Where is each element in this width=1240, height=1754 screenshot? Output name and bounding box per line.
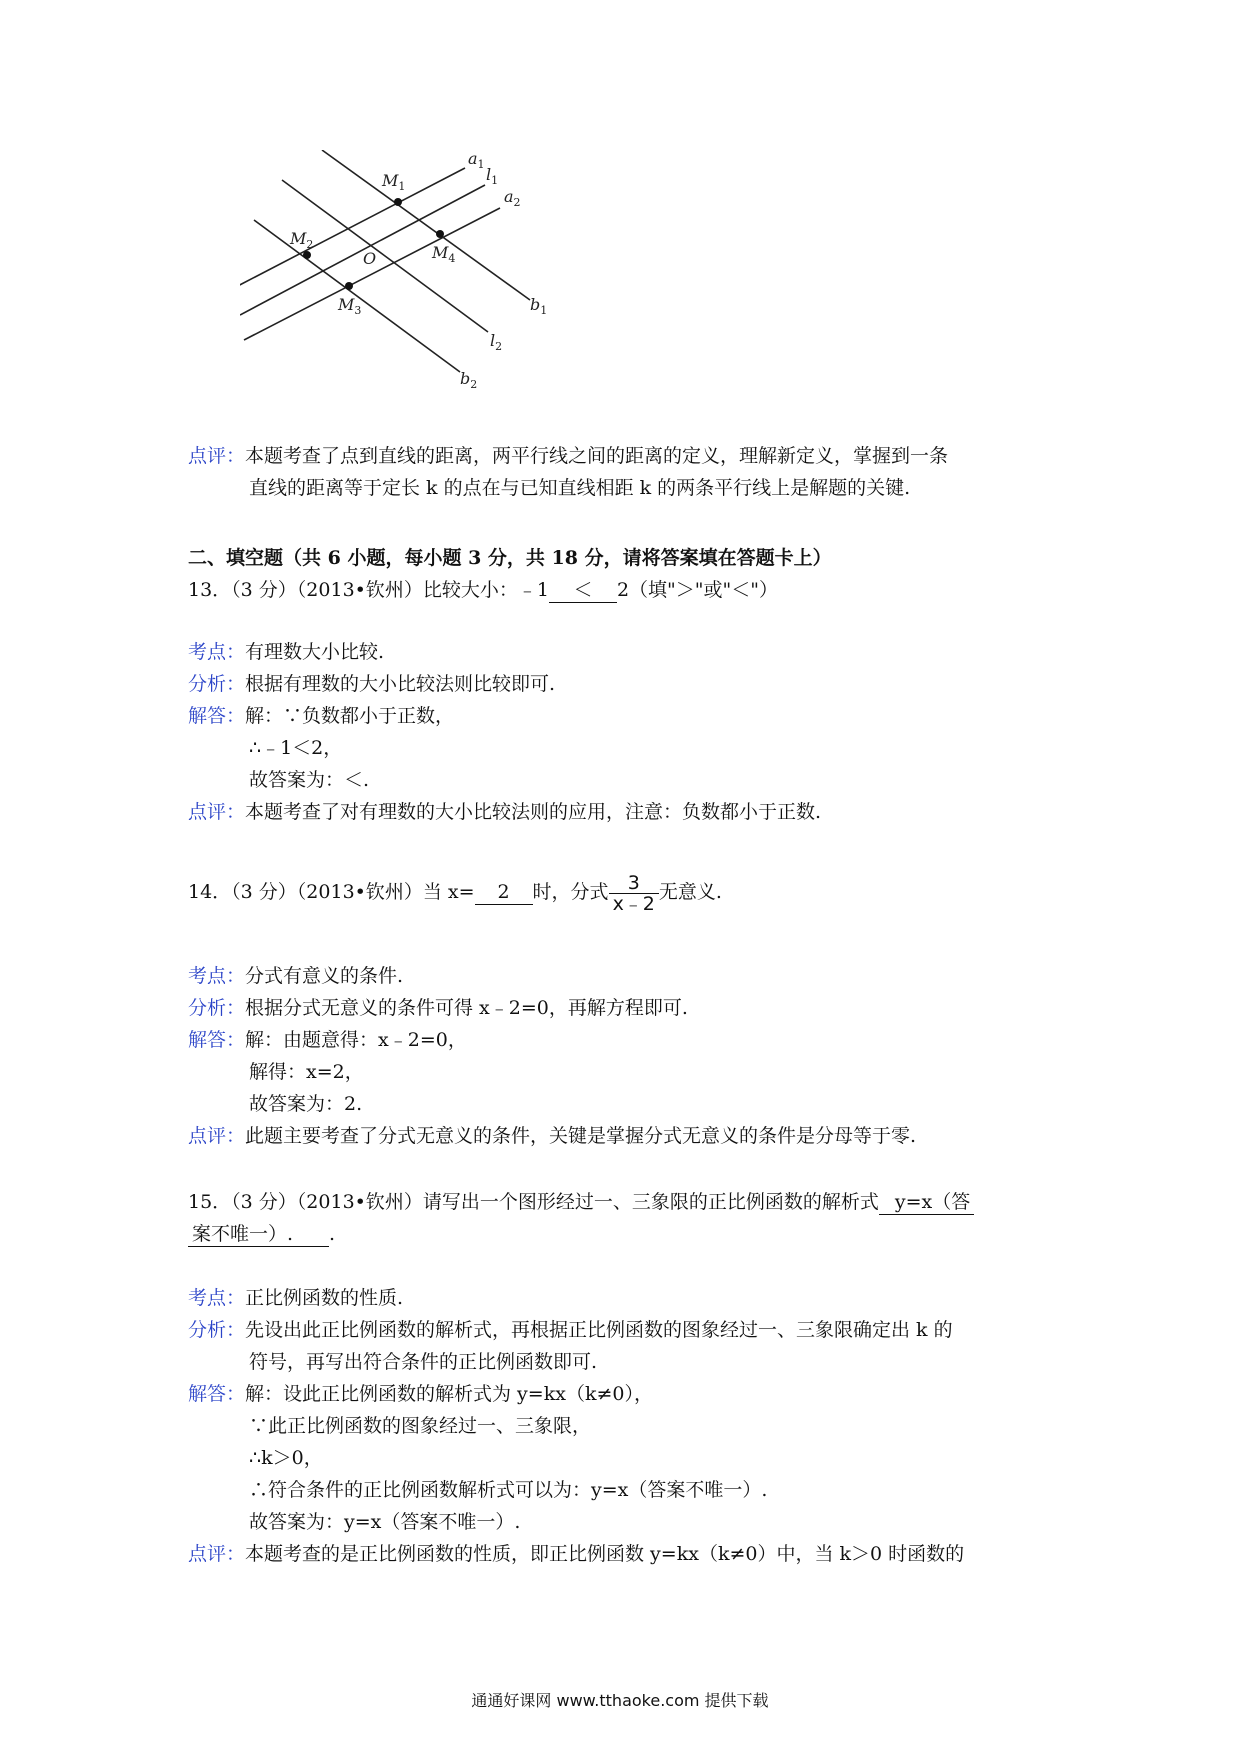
label-m1: $M_1$ — [382, 171, 406, 193]
line-b1 — [322, 150, 530, 300]
label-l2: $l_2$ — [490, 331, 503, 353]
q13-jieda: 解答：解：∵负数都小于正数， — [188, 705, 455, 727]
q14-jieda-line2: 解得：x=2， — [249, 1061, 364, 1083]
label-o: O — [363, 249, 377, 268]
q13-jieda-line2: ∴﹣1＜2， — [249, 737, 343, 759]
label-a2: $a_2$ — [504, 187, 521, 209]
dianping-tag: 点评： — [188, 445, 246, 467]
label-l1: $l_1$ — [486, 165, 499, 187]
q14-dianping: 点评：此题主要考查了分式无意义的条件，关键是掌握分式无意义的条件是分母等于零. — [188, 1125, 917, 1147]
q14-question-block — [188, 870, 1068, 914]
q12-comment-line1: 点评：本题考查了点到直线的距离，两平行线之间的距离的定义，理解新定义，掌握到一条 — [188, 445, 949, 467]
q14-solution — [188, 960, 1068, 1152]
q13-kaodian: 考点：有理数大小比较. — [188, 641, 385, 663]
q13-question: 13．（3 分）（2013•钦州）比较大小：﹣1 ＜ 2（填"＞"或"＜"） — [188, 579, 779, 601]
q13-answer-blank: ＜ — [549, 578, 617, 603]
line-l2 — [282, 180, 488, 332]
section-2 — [188, 542, 1068, 606]
label-m4: $M_4$ — [432, 243, 456, 265]
point-m4 — [436, 230, 444, 238]
q15-jieda-line3: ∴k＞0， — [249, 1447, 323, 1469]
q15-dianping: 点评：本题考查的是正比例函数的性质，即正比例函数 y=kx（k≠0）中，当 k＞0 时函数的 — [188, 1543, 965, 1565]
page-footer: 通通好课网 www.tthaoke.com 提供下载 — [471, 1691, 769, 1710]
q15-jieda: 解答：解：设此正比例函数的解析式为 y=kx（k≠0）， — [188, 1383, 653, 1405]
q15-question-line1: 15．（3 分）（2013•钦州）请写出一个图形经过一、三象限的正比例函数的解析式 y=x（答 — [188, 1186, 1068, 1218]
q15-answer-blank-2: 案不唯一）. — [188, 1222, 329, 1247]
label-b1: $b_1$ — [530, 295, 548, 317]
q14-jieda: 解答：解：由题意得：x﹣2=0， — [188, 1029, 467, 1051]
point-m3 — [345, 282, 353, 290]
q15-jieda-line4: ∴符合条件的正比例函数解析式可以为：y=x（答案不唯一）. — [249, 1479, 768, 1501]
q15-jieda-line2: ∵此正比例函数的图象经过一、三象限， — [249, 1415, 592, 1437]
label-m3: $M_3$ — [338, 295, 362, 317]
q12-comment-line2: 直线的距离等于定长 k 的点在与已知直线相距 k 的两条平行线上是解题的关键. — [249, 477, 911, 499]
line-b2 — [254, 220, 460, 372]
label-a1: $a_1$ — [468, 150, 485, 171]
q15-solution — [188, 1282, 1068, 1570]
q13-dianping: 点评：本题考查了对有理数的大小比较法则的应用，注意：负数都小于正数. — [188, 801, 822, 823]
q13-fenxi: 分析：根据有理数的大小比较法则比较即可. — [188, 673, 556, 695]
parallel-lines-figure — [240, 150, 620, 440]
q13-jieda-line3: 故答案为：＜. — [249, 769, 370, 791]
label-b2: $b_2$ — [460, 369, 478, 391]
q15-fenxi-line2: 符号，再写出符合条件的正比例函数即可. — [249, 1351, 598, 1373]
q14-fraction: $\frac{3}{x﹣2}$ — [609, 873, 659, 914]
q14-kaodian: 考点：分式有意义的条件. — [188, 965, 404, 987]
point-m2 — [303, 251, 311, 259]
label-m2: $M_2$ — [290, 229, 314, 251]
q15-jieda-line5: 故答案为：y=x（答案不唯一）. — [249, 1511, 521, 1533]
q14-jieda-line3: 故答案为：2. — [249, 1093, 363, 1115]
q15-fenxi: 分析：先设出此正比例函数的解析式，再根据正比例函数的图象经过一、三象限确定出 k 的 — [188, 1319, 953, 1341]
q15-kaodian: 考点：正比例函数的性质. — [188, 1287, 404, 1309]
q14-fenxi: 分析：根据分式无意义的条件可得 x﹣2=0，再解方程即可. — [188, 997, 688, 1019]
q15-question-block — [188, 1186, 1068, 1250]
q15-answer-blank-1: y=x（答 — [879, 1190, 974, 1215]
q14-question: 14．（3 分）（2013•钦州）当 x= 2 时，分式 $\frac{3}{x﹣2}$ 无意义. — [188, 871, 722, 915]
q15-question-line2: 案不唯一）. . — [188, 1218, 1068, 1250]
q14-answer-blank: 2 — [475, 880, 533, 905]
q13-solution — [188, 636, 1068, 828]
q12-comment — [188, 440, 1068, 504]
section-2-title: 二、填空题（共 6 小题，每小题 3 分，共 18 分，请将答案填在答题卡上） — [188, 547, 832, 569]
line-a2 — [244, 208, 500, 340]
point-m1 — [394, 198, 402, 206]
figure-svg — [240, 150, 620, 440]
